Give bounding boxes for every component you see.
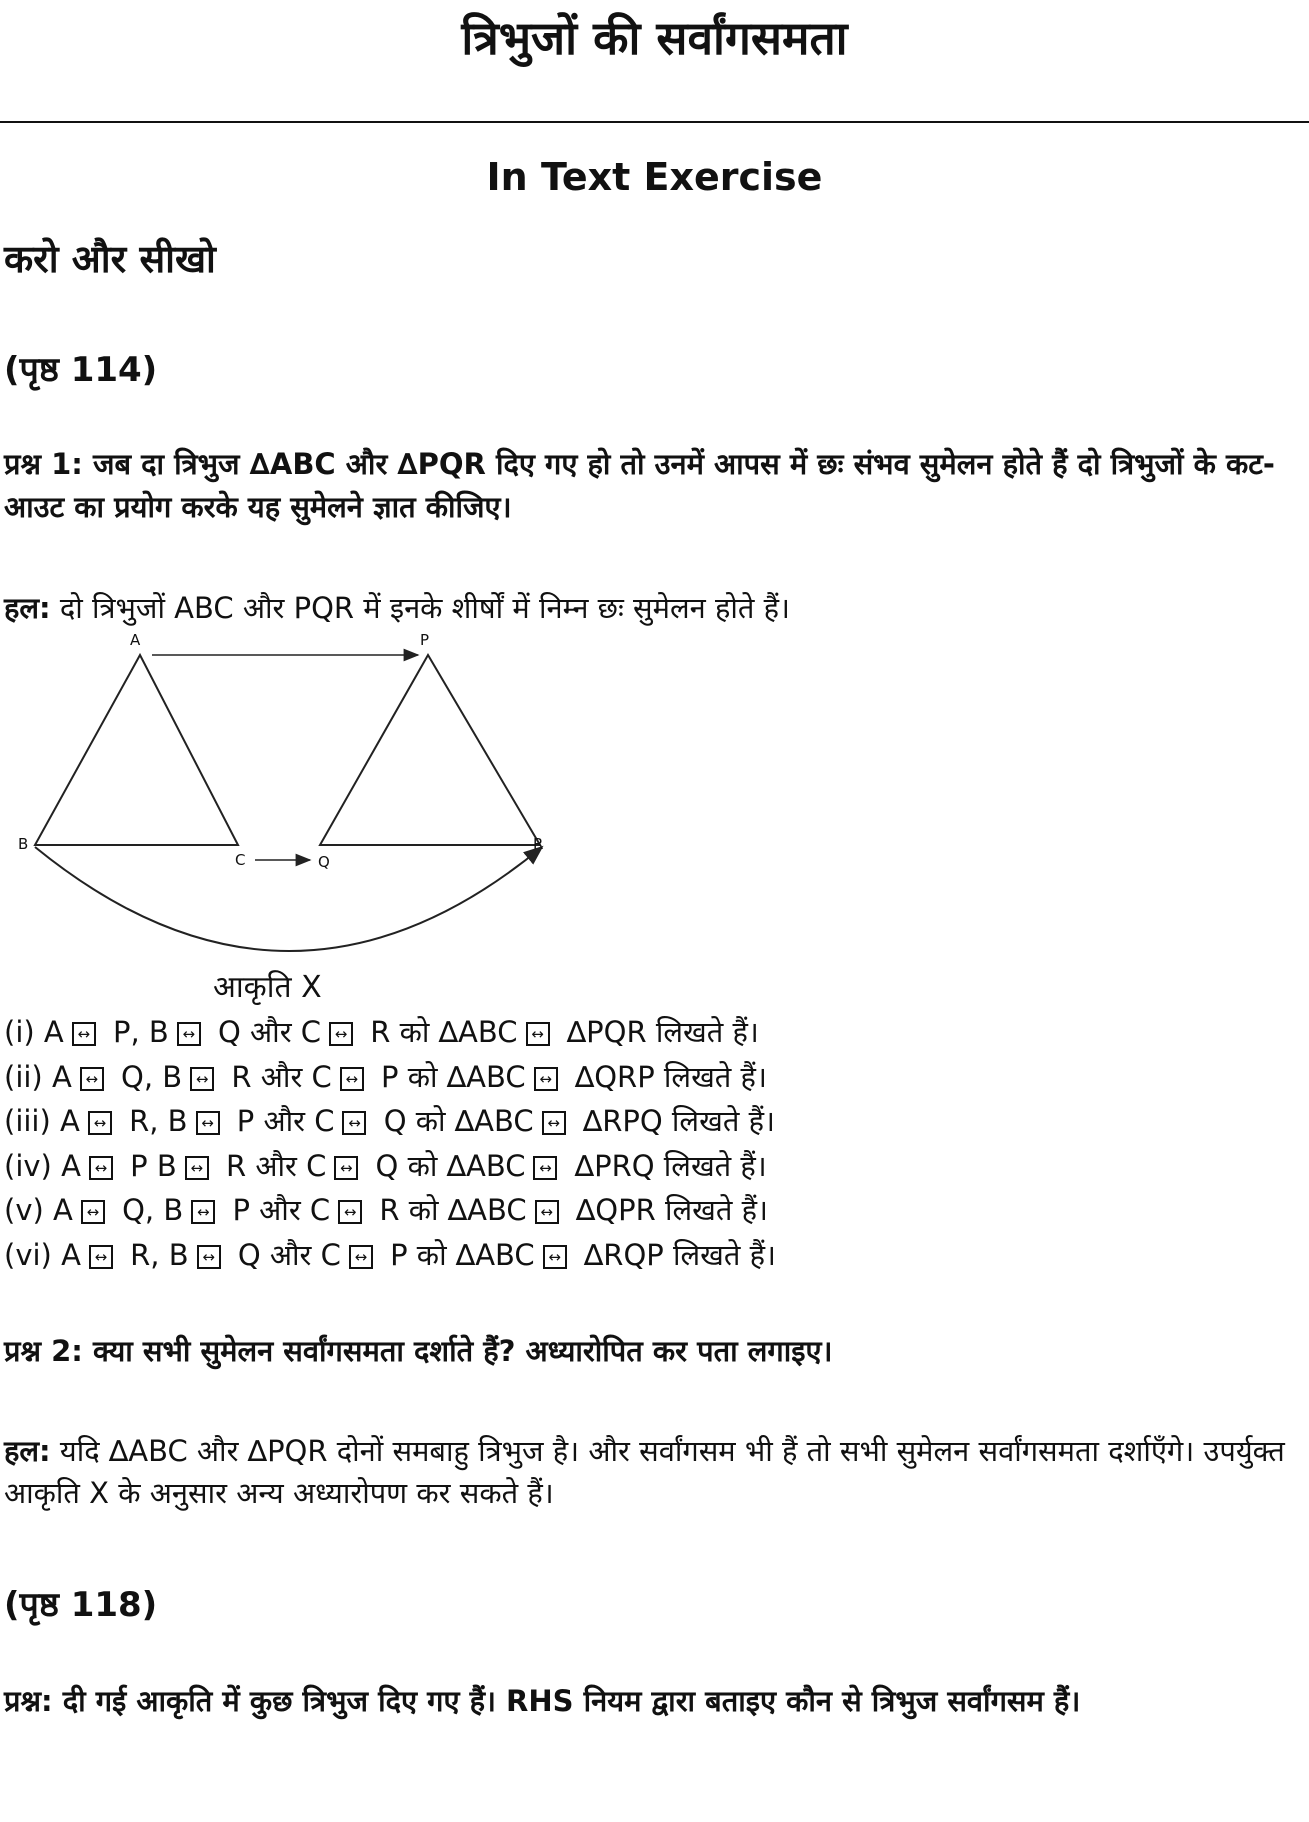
answer-1-label: हल: [4, 591, 51, 625]
double-arrow-icon: ↔ [542, 1111, 566, 1135]
double-arrow-icon: ↔ [338, 1200, 362, 1224]
answer-2 [4, 1430, 1299, 1514]
double-arrow-icon: ↔ [349, 1245, 373, 1269]
question-1: प्रश्न 1: जब दा त्रिभुज ∆ABC और ∆PQR दिए गए हो तो उनमें आपस में छः संभव सुमेलन होते हैं दो त्रिभुजों के कट-आउट का प्रयोग करके यह सुमेलने ज्ञात कीजिए। [4, 447, 1275, 524]
list-item: (iii) A ↔ R, B ↔ P और C ↔ Q को ∆ABC ↔ ∆RPQ लिखते हैं। [4, 1104, 775, 1138]
list-item: (vi) A ↔ R, B ↔ Q और C ↔ P को ∆ABC ↔ ∆RQP लिखते हैं। [4, 1237, 777, 1272]
figure-caption: आकृति X [213, 970, 322, 1005]
double-arrow-icon: ↔ [81, 1200, 105, 1224]
list-item: (i) A ↔ P, B ↔ Q और C ↔ R को ∆ABC ↔ ∆PQR लिखते हैं। [4, 1015, 759, 1049]
double-arrow-icon: ↔ [196, 1111, 220, 1135]
vertex-label-c: C [235, 851, 246, 869]
double-arrow-icon: ↔ [535, 1200, 559, 1224]
question-2: प्रश्न 2: क्या सभी सुमेलन सर्वांगसमता दर्शाते हैं? अध्यारोपित कर पता लगाइए। [4, 1334, 833, 1368]
double-arrow-icon: ↔ [533, 1156, 557, 1180]
section-heading: करो और सीखो [4, 237, 216, 281]
double-arrow-icon: ↔ [72, 1022, 96, 1046]
title-divider [0, 121, 1309, 123]
vertex-label-r: R [533, 835, 544, 853]
double-arrow-icon: ↔ [197, 1245, 221, 1269]
list-item: (v) A ↔ Q, B ↔ P और C ↔ R को ∆ABC ↔ ∆QPR लिखते हैं। [4, 1193, 768, 1227]
exercise-subtitle: In Text Exercise [486, 155, 823, 199]
page-reference-118: (पृष्ठ 118) [4, 1585, 158, 1625]
double-arrow-icon: ↔ [526, 1022, 550, 1046]
vertex-label-a: A [130, 631, 141, 649]
double-arrow-icon: ↔ [89, 1156, 113, 1180]
page-reference-114: (पृष्ठ 114) [4, 350, 158, 390]
answer-1 [4, 587, 1299, 629]
question-3: प्रश्न: दी गई आकृति में कुछ त्रिभुज दिए गए हैं। RHS नियम द्वारा बताइए कौन से त्रिभुज सर्वांगसम हैं। [4, 1684, 1081, 1718]
double-arrow-icon: ↔ [185, 1156, 209, 1180]
correspondence-list [4, 1010, 776, 1277]
vertex-label-b: B [18, 835, 29, 853]
double-arrow-icon: ↔ [534, 1067, 558, 1091]
vertex-label-q: Q [318, 853, 330, 871]
double-arrow-icon: ↔ [543, 1245, 567, 1269]
figure-x [0, 631, 560, 1015]
answer-1-text: दो त्रिभुजों ABC और PQR में इनके शीर्षों में निम्न छः सुमेलन होते हैं। [50, 591, 791, 625]
double-arrow-icon: ↔ [342, 1111, 366, 1135]
double-arrow-icon: ↔ [88, 1111, 112, 1135]
double-arrow-icon: ↔ [340, 1067, 364, 1091]
list-item: (iv) A ↔ P B ↔ R और C ↔ Q को ∆ABC ↔ ∆PRQ लिखते हैं। [4, 1148, 767, 1183]
page-title: त्रिभुजों की सर्वांगसमता [461, 11, 848, 65]
list-item: (ii) A ↔ Q, B ↔ R और C ↔ P को ∆ABC ↔ ∆QRP लिखते हैं। [4, 1059, 767, 1094]
answer-2-label: हल: [4, 1434, 51, 1468]
double-arrow-icon: ↔ [329, 1022, 353, 1046]
answer-2-text: यदि ∆ABC और ∆PQR दोनों समबाहु त्रिभुज है। और सर्वांगसम भी हैं तो सभी सुमेलन सर्वांगसमता दर्शाएँगे। उपर्युक्त आकृति X के अनुसार अन्य अध्यारोपण कर सकते हैं। [4, 1434, 1285, 1510]
double-arrow-icon: ↔ [89, 1245, 113, 1269]
triangles-diagram [0, 635, 560, 1015]
double-arrow-icon: ↔ [334, 1156, 358, 1180]
double-arrow-icon: ↔ [177, 1022, 201, 1046]
vertex-label-p: P [420, 631, 430, 649]
double-arrow-icon: ↔ [190, 1067, 214, 1091]
double-arrow-icon: ↔ [80, 1067, 104, 1091]
double-arrow-icon: ↔ [191, 1200, 215, 1224]
